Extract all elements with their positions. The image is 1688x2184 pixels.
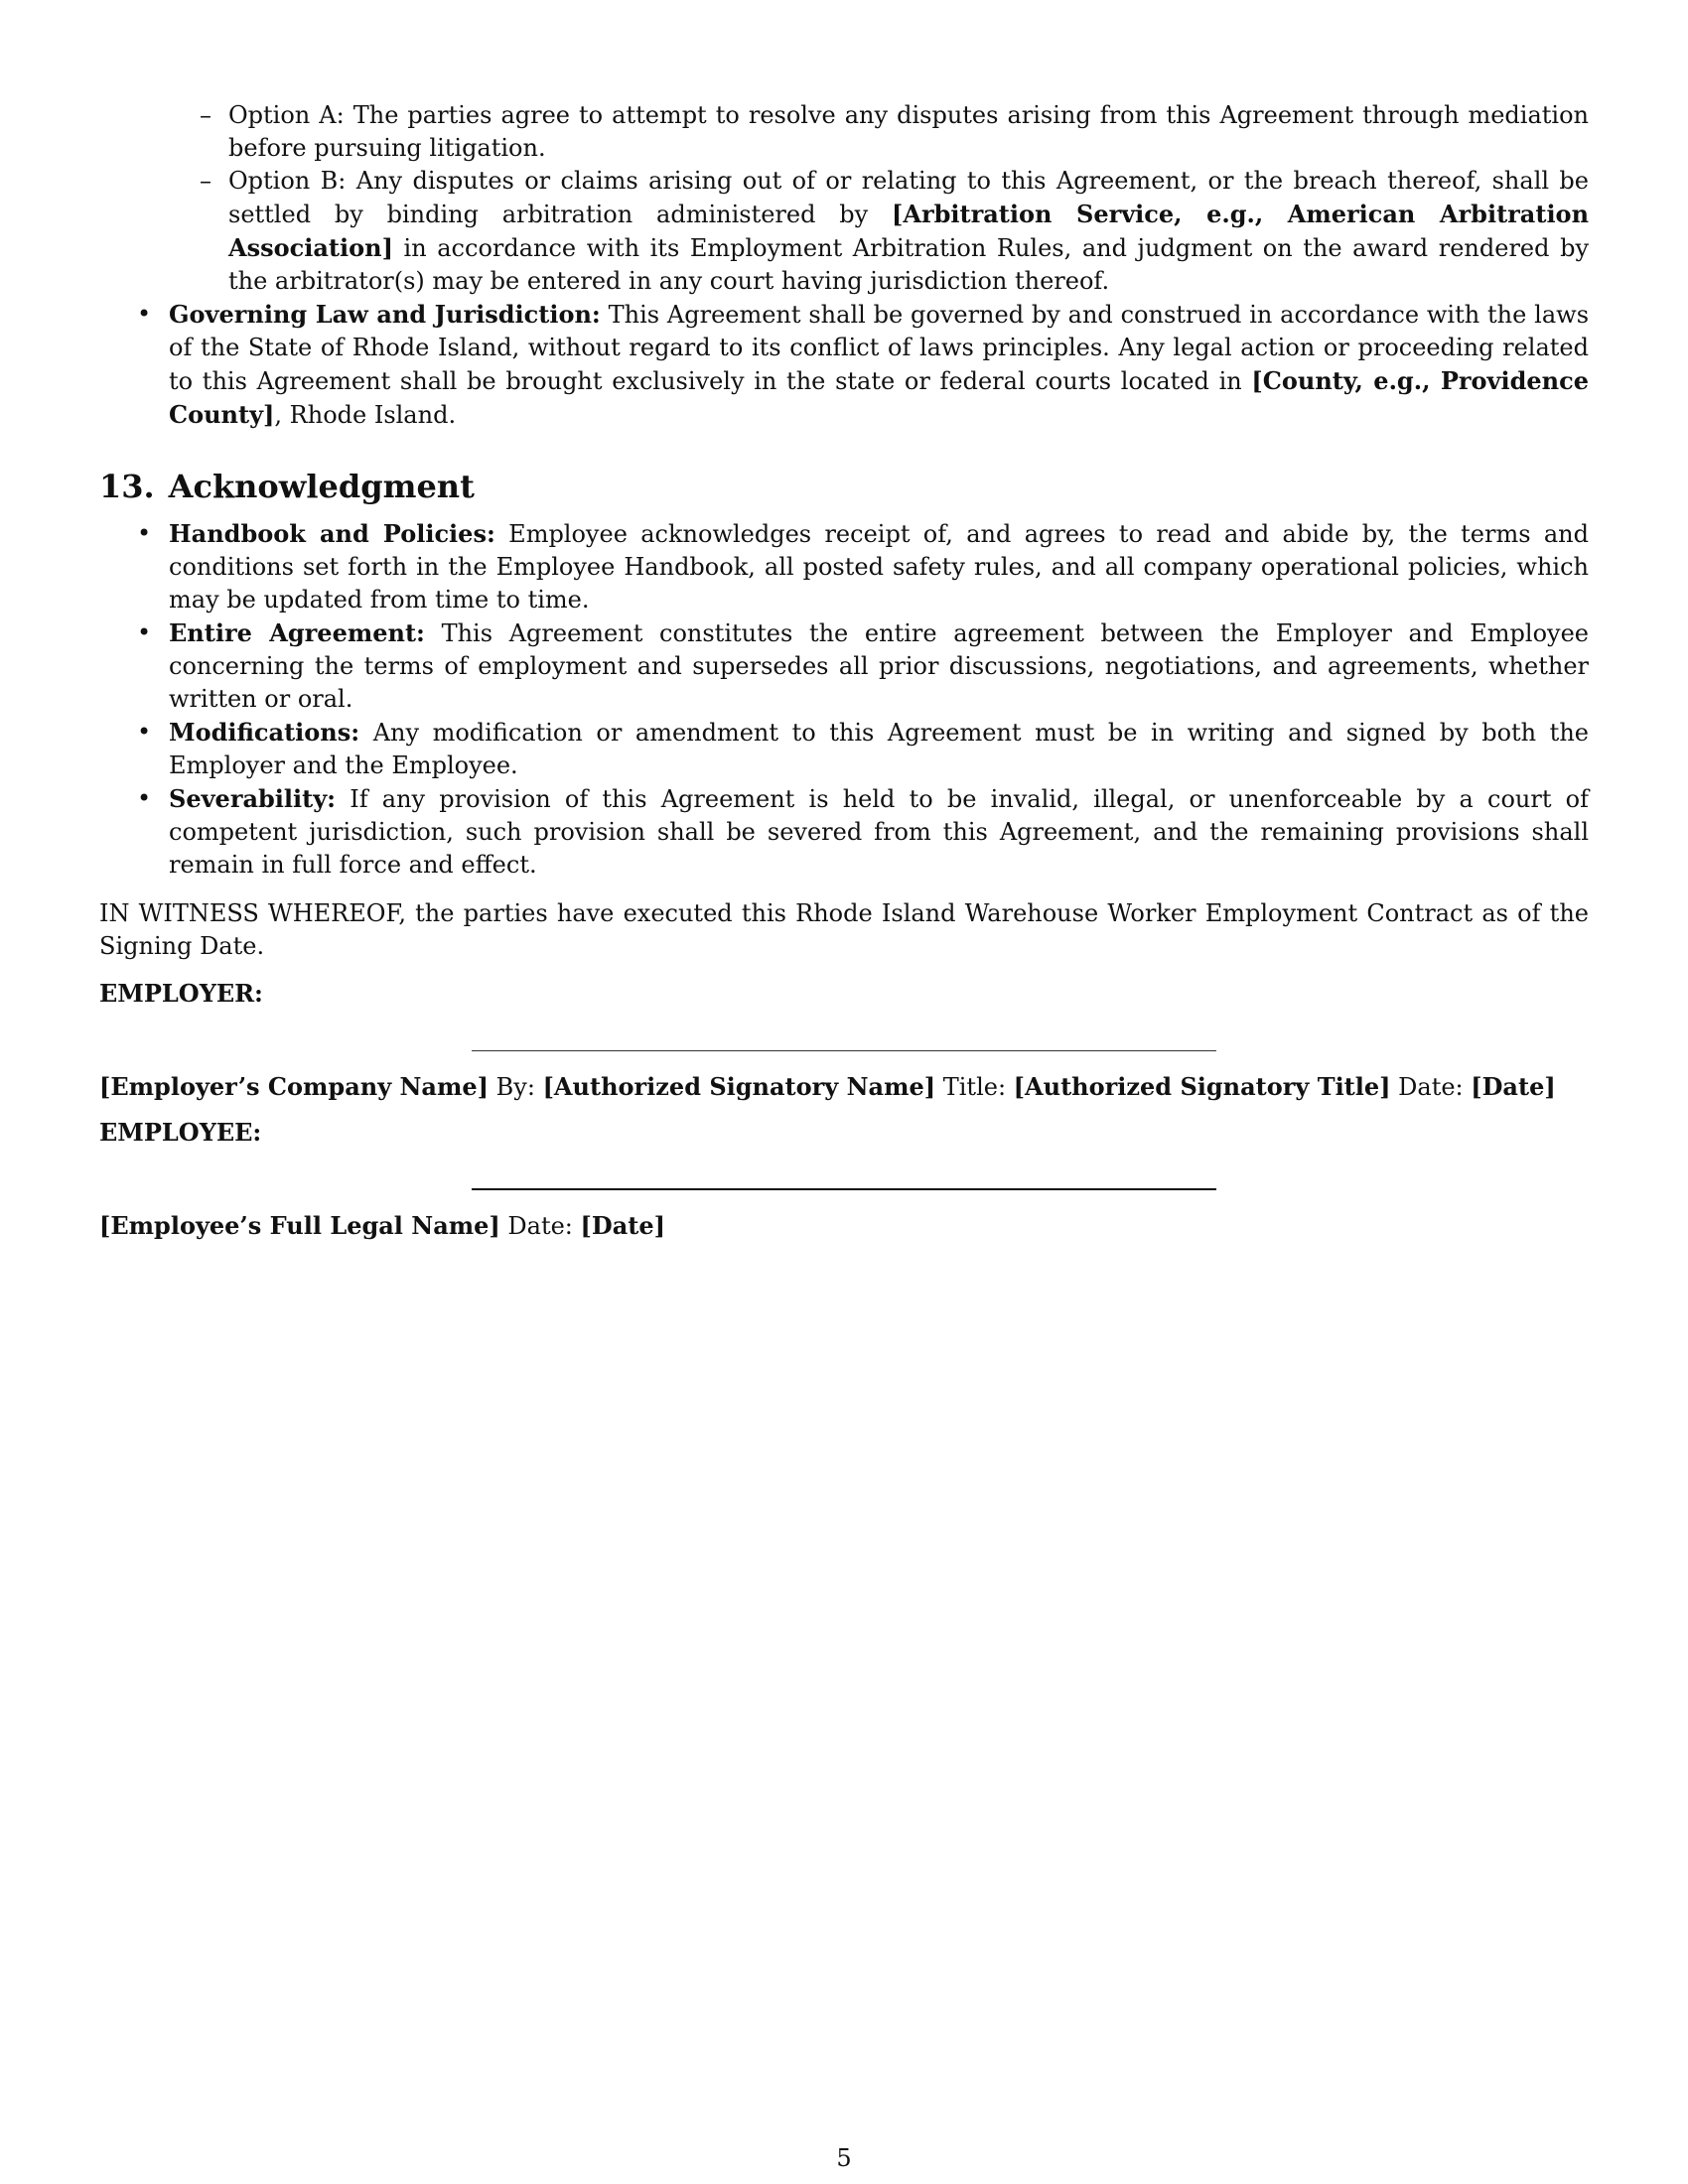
governing-law-label: Governing Law and Jurisdiction: (169, 300, 601, 329)
bullet-marker: • (137, 718, 152, 746)
governing-law-item (99, 298, 1589, 432)
list-item (99, 716, 1589, 782)
option-a-text: Option A: The parties agree to attempt to resolve any disputes arising from this Agreement through mediation before pursuing litigation. (228, 101, 1589, 162)
employee-full-name: [Employee’s Full Legal Name] (99, 1211, 500, 1240)
date-label: Date: (499, 1212, 581, 1240)
option-b-text-pre: Option B: Any disputes or claims arising out of or relating to this Agreement, or the breach thereof, shall be settled by binding arbitration administered by (228, 167, 1589, 228)
option-a (99, 99, 1589, 165)
employee-signature-line (472, 1188, 1216, 1190)
item-label: Handbook and Policies: (169, 519, 495, 548)
item-label: Severability: (169, 784, 337, 813)
option-b-text-post: in accordance with its Employment Arbitration Rules, and judgment on the award rendered by the arbitrator(s) may be entered in any court having jurisdiction thereof. (228, 234, 1589, 295)
item-text: This Agreement constitutes the entire agreement between the Employer and Employee concerning the terms of employment and supersedes all prior discussions, negotiations, and agreements, whether written or oral. (169, 619, 1589, 713)
dash-marker: – (200, 167, 211, 195)
item-text: Any modification or amendment to this Agreement must be in writing and signed by both the Employer and the Employee. (169, 719, 1589, 779)
item-label: Entire Agreement: (169, 618, 425, 647)
title-label: Title: (935, 1073, 1014, 1101)
signatory-title: [Authorized Signatory Title] (1013, 1072, 1391, 1101)
list-item (99, 782, 1589, 882)
employer-signature-line (472, 1050, 1216, 1051)
employee-label: EMPLOYEE: (99, 1118, 262, 1147)
employee-date: [Date] (580, 1211, 665, 1240)
county-placeholder: [County, e.g., Providence County] (169, 366, 1589, 429)
item-label: Modifications: (169, 718, 360, 747)
governing-law-text-pre: This Agreement shall be governed by and construed in accordance with the laws of the State of Rhode Island, without regard to its conflict of laws principles. Any legal action or proceeding related to this Agreement shall be brought exclusively in the state or federal courts located in (169, 301, 1590, 395)
arbitration-service-placeholder: [Arbitration Service, e.g., American Arbitration Association] (228, 200, 1590, 262)
witness-paragraph: IN WITNESS WHEREOF, the parties have executed this Rhode Island Warehouse Worker Employment Contract as of the Signing Date. (99, 899, 1589, 960)
section-number: 13. (99, 468, 155, 505)
acknowledgment-list (99, 517, 1589, 882)
governing-law-list (99, 298, 1589, 432)
dispute-options-list (99, 99, 1589, 298)
employer-date: [Date] (1471, 1072, 1556, 1101)
list-item (99, 616, 1589, 716)
bullet-marker: • (137, 300, 152, 328)
section-title: Acknowledgment (168, 468, 475, 505)
item-text: If any provision of this Agreement is held to be invalid, illegal, or unenforceable by a court of competent jurisdiction, such provision shall be severed from this Agreement, and the remaining provisions shall remain in full force and effect. (169, 785, 1589, 879)
date-label: Date: (1390, 1073, 1472, 1101)
bullet-marker: • (137, 519, 152, 547)
employer-label: EMPLOYER: (99, 979, 263, 1008)
governing-law-text-post: , Rhode Island. (274, 401, 457, 429)
employer-signature-block (99, 1070, 1589, 1104)
item-text: Employee acknowledges receipt of, and agrees to read and abide by, the terms and conditions set forth in the Employee Handbook, all posted safety rules, and all company operational policies, which may be updated from time to time. (169, 520, 1590, 614)
list-item (99, 517, 1589, 616)
document-page (99, 99, 1589, 1243)
option-b (99, 165, 1589, 298)
page-number: 5 (836, 2144, 852, 2172)
dash-marker: – (200, 101, 211, 129)
signatory-name: [Authorized Signatory Name] (542, 1072, 936, 1101)
by-label: By: (489, 1073, 543, 1101)
employee-signature-block (99, 1209, 1589, 1243)
employer-company-name: [Employer’s Company Name] (99, 1072, 490, 1101)
bullet-marker: • (137, 784, 152, 812)
bullet-marker: • (137, 618, 152, 646)
section-13-heading (99, 468, 1589, 505)
